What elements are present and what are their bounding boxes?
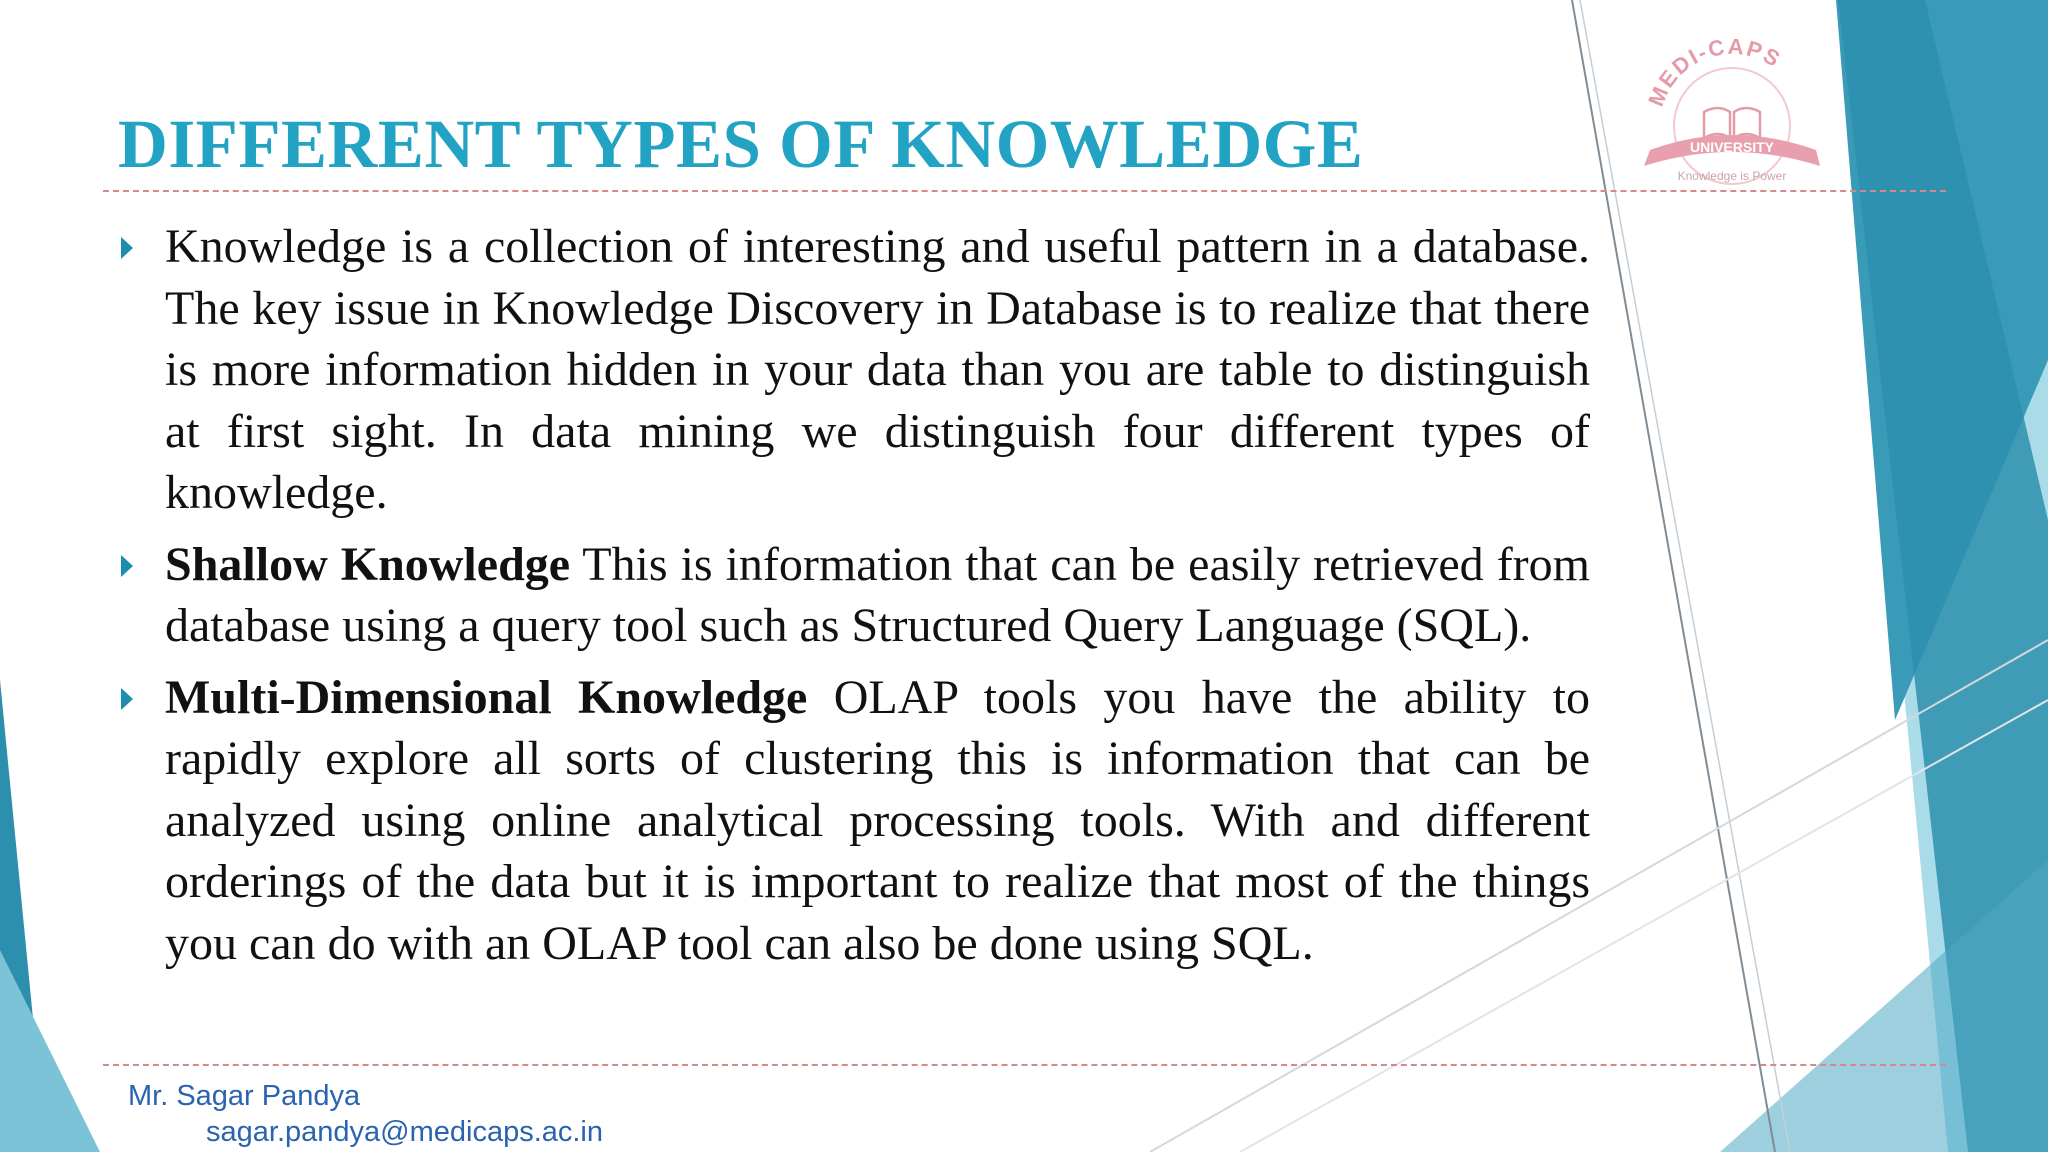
bullet-body: This is information that can be easily retrieved from database using a query tool such as Structured Query Language (SQL).	[165, 537, 1591, 652]
bullet-text	[165, 534, 1590, 657]
svg-text:MEDI-CAPS	[1643, 34, 1786, 110]
triangle-bullet-icon	[121, 237, 133, 259]
bullet-text	[165, 667, 1590, 975]
logo-arc-text: MEDI-CAPS	[1643, 34, 1786, 110]
bullet-item	[118, 216, 1590, 524]
logo-ribbon-text: UNIVERSITY	[1689, 139, 1775, 155]
bullet-text	[165, 216, 1590, 524]
bullet-body: OLAP tools you have the ability to rapidly explore all sorts of clustering this is information that can be analyzed using online analytical processing tools. With and different orderings of the data but it is important to realize that most of the things you can do with an OLAP tool can also be done using SQL.	[165, 670, 1590, 970]
title-divider	[103, 190, 1946, 192]
book-icon	[1704, 108, 1760, 138]
bullet-bold-term: Shallow Knowledge	[165, 537, 571, 591]
footer-divider	[103, 1064, 1946, 1066]
bullet-item	[118, 534, 1590, 657]
triangle-bullet-icon	[121, 688, 133, 710]
bullet-list	[118, 216, 1590, 974]
bullet-body: Knowledge is a collection of interesting and useful pattern in a database. The key issue in Knowledge Discovery in Database is to realize that there is more information hidden in your data than you are table to distinguish at first sight. In data mining we distinguish four different types of knowledge.	[165, 220, 1590, 519]
logo-tagline: Knowledge is Power	[1677, 169, 1787, 183]
bullet-item	[118, 667, 1590, 975]
bullet-bold-term: Multi-Dimensional Knowledge	[165, 670, 808, 724]
slide-title: DIFFERENT TYPES OF KNOWLEDGE	[118, 106, 1364, 182]
author-email: sagar.pandya@medicaps.ac.in	[206, 1116, 604, 1148]
author-name: Mr. Sagar Pandya	[128, 1080, 361, 1112]
university-logo	[1620, 34, 1840, 194]
triangle-bullet-icon	[121, 555, 133, 577]
